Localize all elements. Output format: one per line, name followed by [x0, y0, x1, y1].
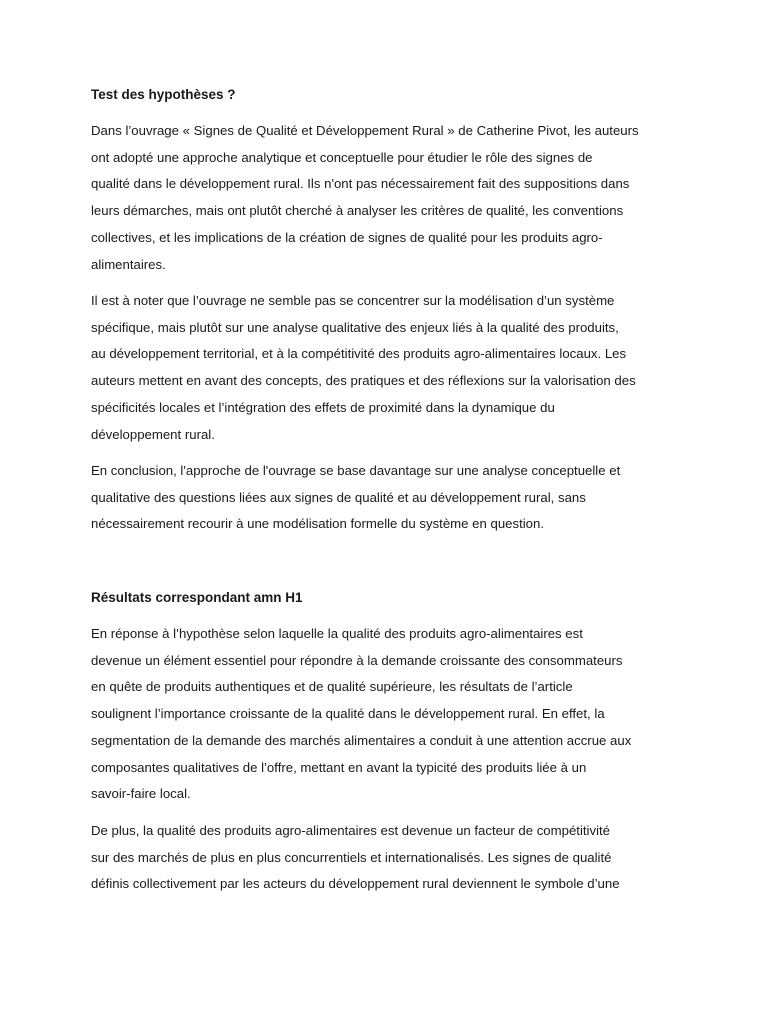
text-line: définis collectivement par les acteurs du développement rural deviennent le symbole d’une [91, 876, 620, 892]
text-line: En réponse à l’hypothèse selon laquelle la qualité des produits agro-alimentaires est [91, 626, 583, 641]
text-line: devenue un élément essentiel pour répondre à la demande croissante des consommateurs [91, 652, 623, 668]
text-line: nécessairement recourir à une modélisation formelle du système en question. [91, 516, 545, 532]
paragraph-reponse [91, 621, 681, 808]
text-line: soulignent l’importance croissante de la qualité dans le développement rural. En effet, la [91, 706, 605, 722]
text-line: savoir-faire local. [91, 786, 191, 802]
text-line: au développement territorial, et à la compétitivité des produits agro-alimentaires locaux. Les [91, 346, 627, 362]
text-line: développement rural. [91, 426, 215, 442]
text-line: sur des marchés de plus en plus concurrentiels et internationalisés. Les signes de qualité [91, 849, 612, 865]
section-heading-test-hypotheses: Test des hypothèses ? [91, 87, 236, 102]
text-line: auteurs mettent en avant des concepts, des pratiques et des réflexions sur la valorisation des [91, 373, 636, 389]
text-line: Il est à noter que l’ouvrage ne semble pas se concentrer sur la modélisation d’un système [91, 293, 615, 308]
text-line: En conclusion, l'approche de l'ouvrage se base davantage sur une analyse conceptuelle et [91, 463, 621, 478]
text-line: collectives, et les implications de la création de signes de qualité pour les produits agro- [91, 229, 603, 245]
text-line: qualité dans le développement rural. Ils n'ont pas nécessairement fait des suppositions dans [91, 176, 630, 192]
text-line: leurs démarches, mais ont plutôt cherché à analyser les critères de qualité, les conventions [91, 203, 624, 219]
text-line: spécifique, mais plutôt sur une analyse qualitative des enjeux liés à la qualité des produits, [91, 319, 619, 335]
paragraph-note [91, 288, 681, 448]
paragraph-competitivite [91, 818, 681, 898]
section-heading-resultats-h1: Résultats correspondant amn H1 [91, 590, 303, 605]
text-line: composantes qualitatives de l’offre, mettant en avant la typicité des produits liée à un [91, 759, 587, 775]
text-line: De plus, la qualité des produits agro-alimentaires est devenue un facteur de compétitivité [91, 823, 611, 838]
text-line: ont adopté une approche analytique et conceptuelle pour étudier le rôle des signes de [91, 149, 593, 165]
text-line: alimentaires. [91, 256, 166, 272]
text-line: en quête de produits authentiques et de qualité supérieure, les résultats de l’article [91, 679, 573, 695]
paragraph-intro [91, 118, 681, 278]
text-line: segmentation de la demande des marchés alimentaires a conduit à une attention accrue aux [91, 732, 632, 748]
text-line: spécificités locales et l’intégration des effets de proximité dans la dynamique du [91, 399, 555, 415]
text-line: Dans l’ouvrage « Signes de Qualité et Développement Rural » de Catherine Pivot, les auteurs [91, 123, 639, 138]
paragraph-conclusion [91, 458, 681, 538]
text-line: qualitative des questions liées aux signes de qualité et au développement rural, sans [91, 489, 586, 505]
